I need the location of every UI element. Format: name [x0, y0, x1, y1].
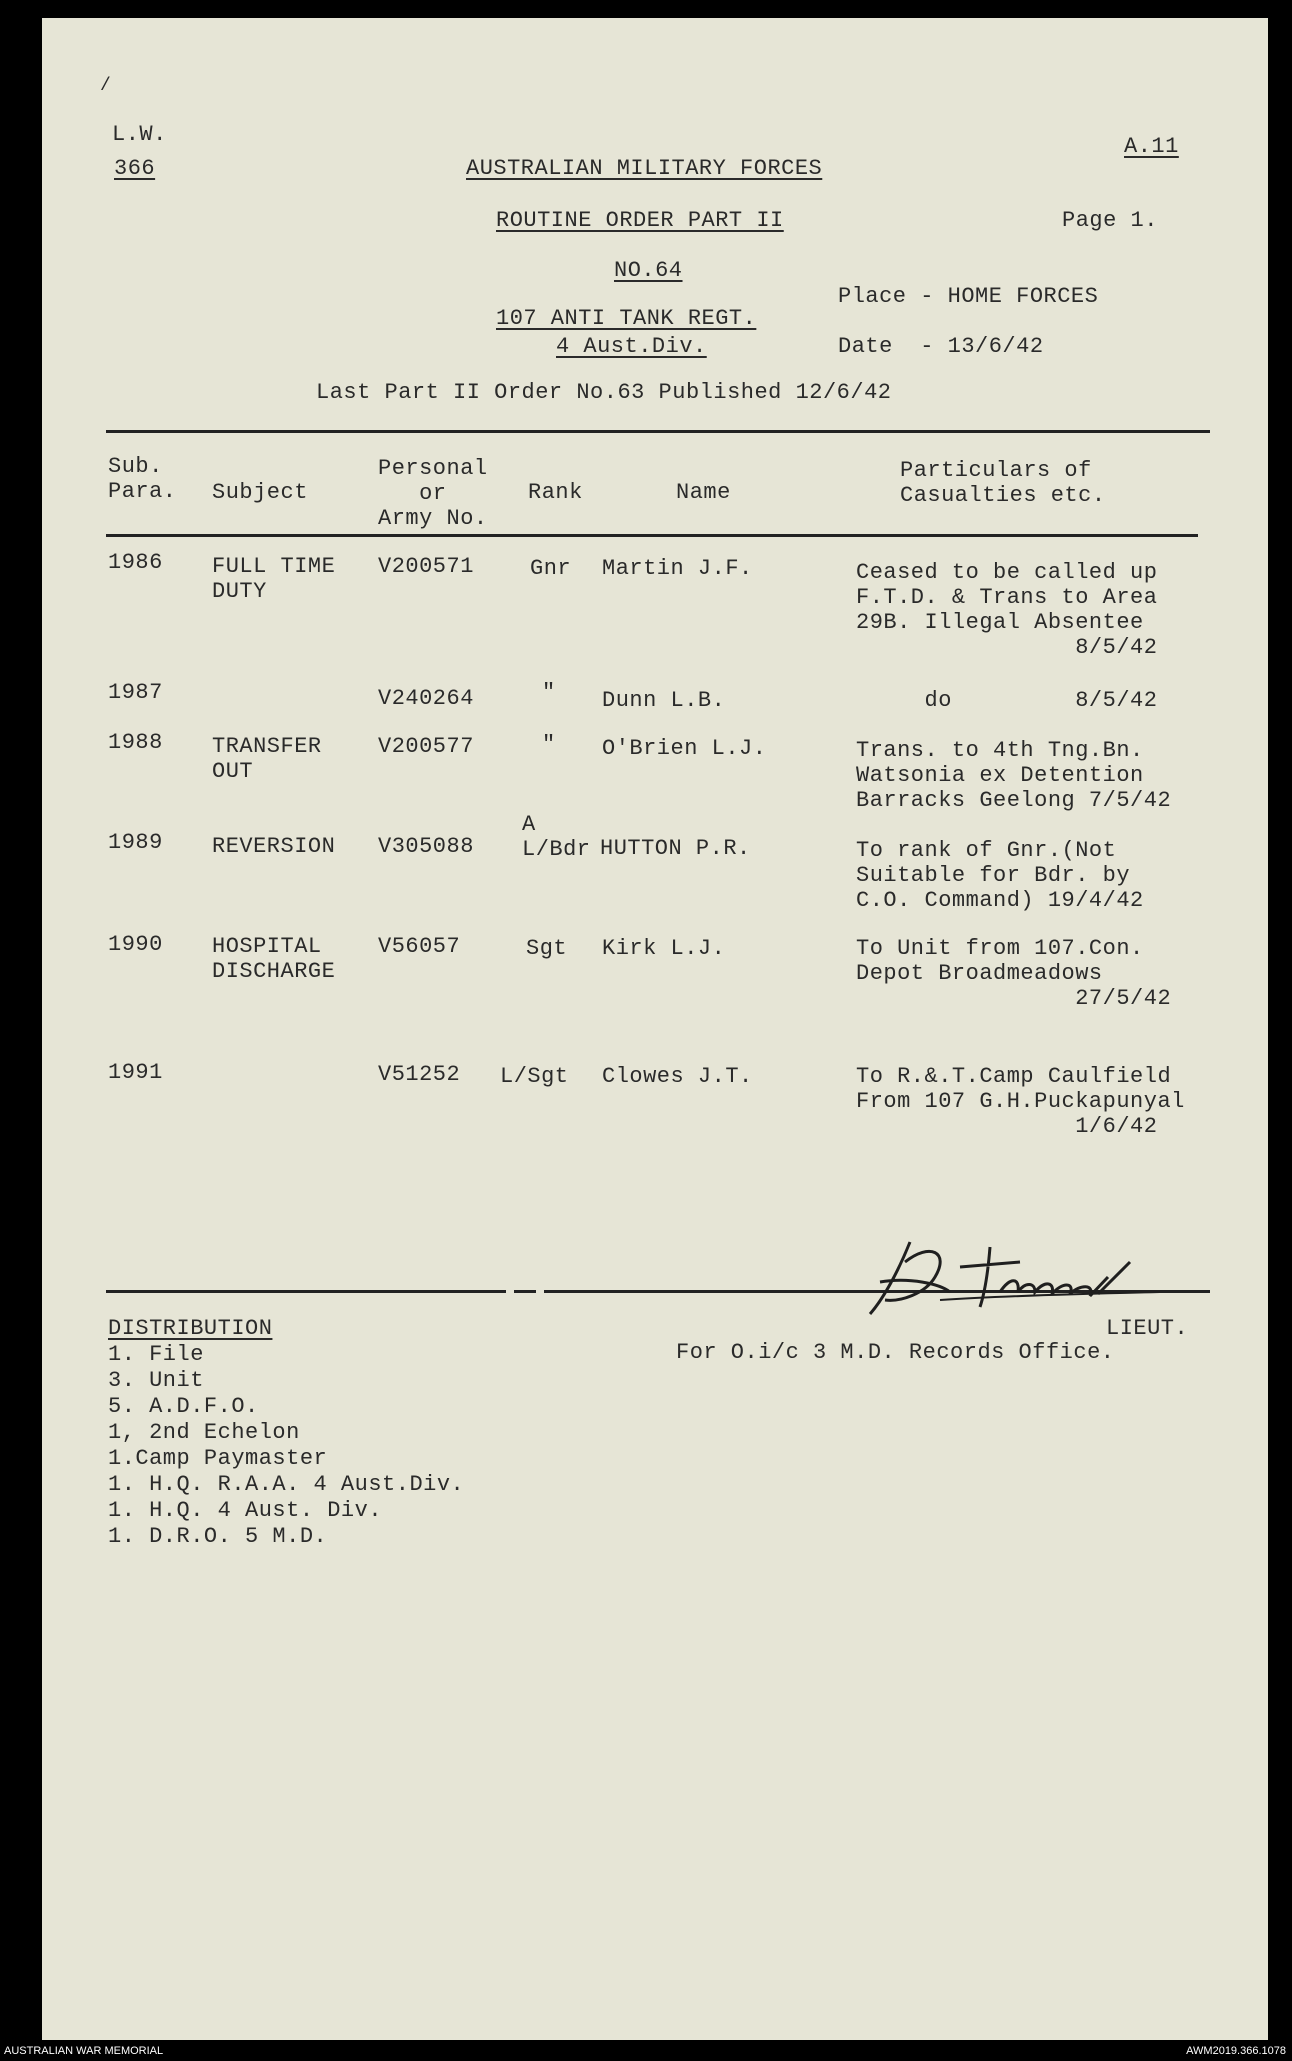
- col-army-no: Personal or Army No.: [378, 456, 488, 531]
- row-subject: REVERSION: [212, 834, 336, 859]
- col-rank: Rank: [528, 480, 583, 505]
- row-army-no: V51252: [378, 1062, 461, 1087]
- row-para: 1987: [108, 680, 163, 705]
- organisation-title: AUSTRALIAN MILITARY FORCES: [466, 156, 823, 181]
- row-rank: Gnr: [530, 556, 572, 581]
- row-para: 1991: [108, 1060, 163, 1085]
- row-para: 1986: [108, 550, 163, 575]
- signatory-office: For O.i/c 3 M.D. Records Office.: [676, 1340, 1115, 1365]
- row-rank: Sgt: [526, 936, 568, 961]
- col-name: Name: [676, 480, 731, 505]
- distribution-item: 5. A.D.F.O.: [108, 1394, 259, 1419]
- distribution-title: DISTRIBUTION: [108, 1316, 273, 1341]
- distribution-item: 1. H.Q. R.A.A. 4 Aust.Div.: [108, 1472, 465, 1497]
- unit-name: 107 ANTI TANK REGT.: [496, 306, 757, 331]
- last-order-line: Last Part II Order No.63 Published 12/6/42: [316, 380, 892, 405]
- row-para: 1988: [108, 730, 163, 755]
- order-number: NO.64: [614, 258, 683, 283]
- col-subject: Subject: [212, 480, 308, 505]
- division-name: 4 Aust.Div.: [556, 334, 707, 359]
- distribution-item: 1. H.Q. 4 Aust. Div.: [108, 1498, 383, 1523]
- row-army-no: V200571: [378, 554, 474, 579]
- column-header-rule: [106, 534, 1198, 537]
- distribution-item: 3. Unit: [108, 1368, 204, 1393]
- signatory-rank: LIEUT.: [1106, 1316, 1189, 1341]
- signature-rule-left: [106, 1290, 506, 1293]
- col-sub-para: Sub. Para.: [108, 454, 177, 504]
- row-name: O'Brien L.J.: [602, 736, 767, 761]
- row-particulars: To Unit from 107.Con. Depot Broadmeadows 27/5/42: [856, 936, 1172, 1011]
- row-name: Dunn L.B.: [602, 688, 726, 713]
- order-date: Date - 13/6/42: [838, 334, 1044, 359]
- distribution-item: 1. D.R.O. 5 M.D.: [108, 1524, 328, 1549]
- header-rule: [106, 430, 1210, 433]
- archive-footer: [0, 2042, 1292, 2061]
- corner-mark: /: [100, 76, 112, 96]
- row-para: 1989: [108, 830, 163, 855]
- file-ref-line2: 366: [114, 156, 156, 181]
- distribution-item: 1, 2nd Echelon: [108, 1420, 300, 1445]
- row-para: 1990: [108, 932, 163, 957]
- place: Place - HOME FORCES: [838, 284, 1099, 309]
- row-subject: TRANSFER OUT: [212, 734, 322, 784]
- row-name: Kirk L.J.: [602, 936, 726, 961]
- row-rank: L/Sgt: [500, 1064, 569, 1089]
- row-particulars: Trans. to 4th Tng.Bn. Watsonia ex Detention Barracks Geelong 7/5/42: [856, 738, 1172, 813]
- row-army-no: V200577: [378, 734, 474, 759]
- row-particulars: To R.&.T.Camp Caulfield From 107 G.H.Puckapunyal 1/6/42: [856, 1064, 1185, 1139]
- order-title: ROUTINE ORDER PART II: [496, 208, 784, 233]
- row-particulars: Ceased to be called up F.T.D. & Trans to Area 29B. Illegal Absentee 8/5/42: [856, 560, 1158, 660]
- document-ref: A.11: [1124, 134, 1179, 159]
- row-particulars: To rank of Gnr.(Not Suitable for Bdr. by C.O. Command) 19/4/42: [856, 838, 1144, 913]
- row-rank: ": [542, 732, 556, 757]
- footer-archive-name: AUSTRALIAN WAR MEMORIAL: [4, 2045, 164, 2057]
- row-name: Clowes J.T.: [602, 1064, 753, 1089]
- col-particulars: Particulars of Casualties etc.: [900, 458, 1106, 508]
- file-ref-line1: L.W.: [112, 122, 167, 147]
- row-rank: A L/Bdr: [522, 812, 591, 862]
- footer-accession-number: AWM2019.366.1078: [1186, 2045, 1286, 2057]
- page-number: Page 1.: [1062, 208, 1158, 233]
- row-army-no: V240264: [378, 686, 474, 711]
- row-name: HUTTON P.R.: [600, 836, 751, 861]
- row-army-no: V56057: [378, 934, 461, 959]
- row-army-no: V305088: [378, 834, 474, 859]
- row-rank: ": [542, 680, 556, 705]
- row-subject: FULL TIME DUTY: [212, 554, 336, 604]
- distribution-item: 1. File: [108, 1342, 204, 1367]
- row-subject: HOSPITAL DISCHARGE: [212, 934, 336, 984]
- row-particulars: do 8/5/42: [856, 688, 1158, 713]
- distribution-item: 1.Camp Paymaster: [108, 1446, 328, 1471]
- signature-rule-dash: [514, 1290, 536, 1293]
- row-name: Martin J.F.: [602, 556, 753, 581]
